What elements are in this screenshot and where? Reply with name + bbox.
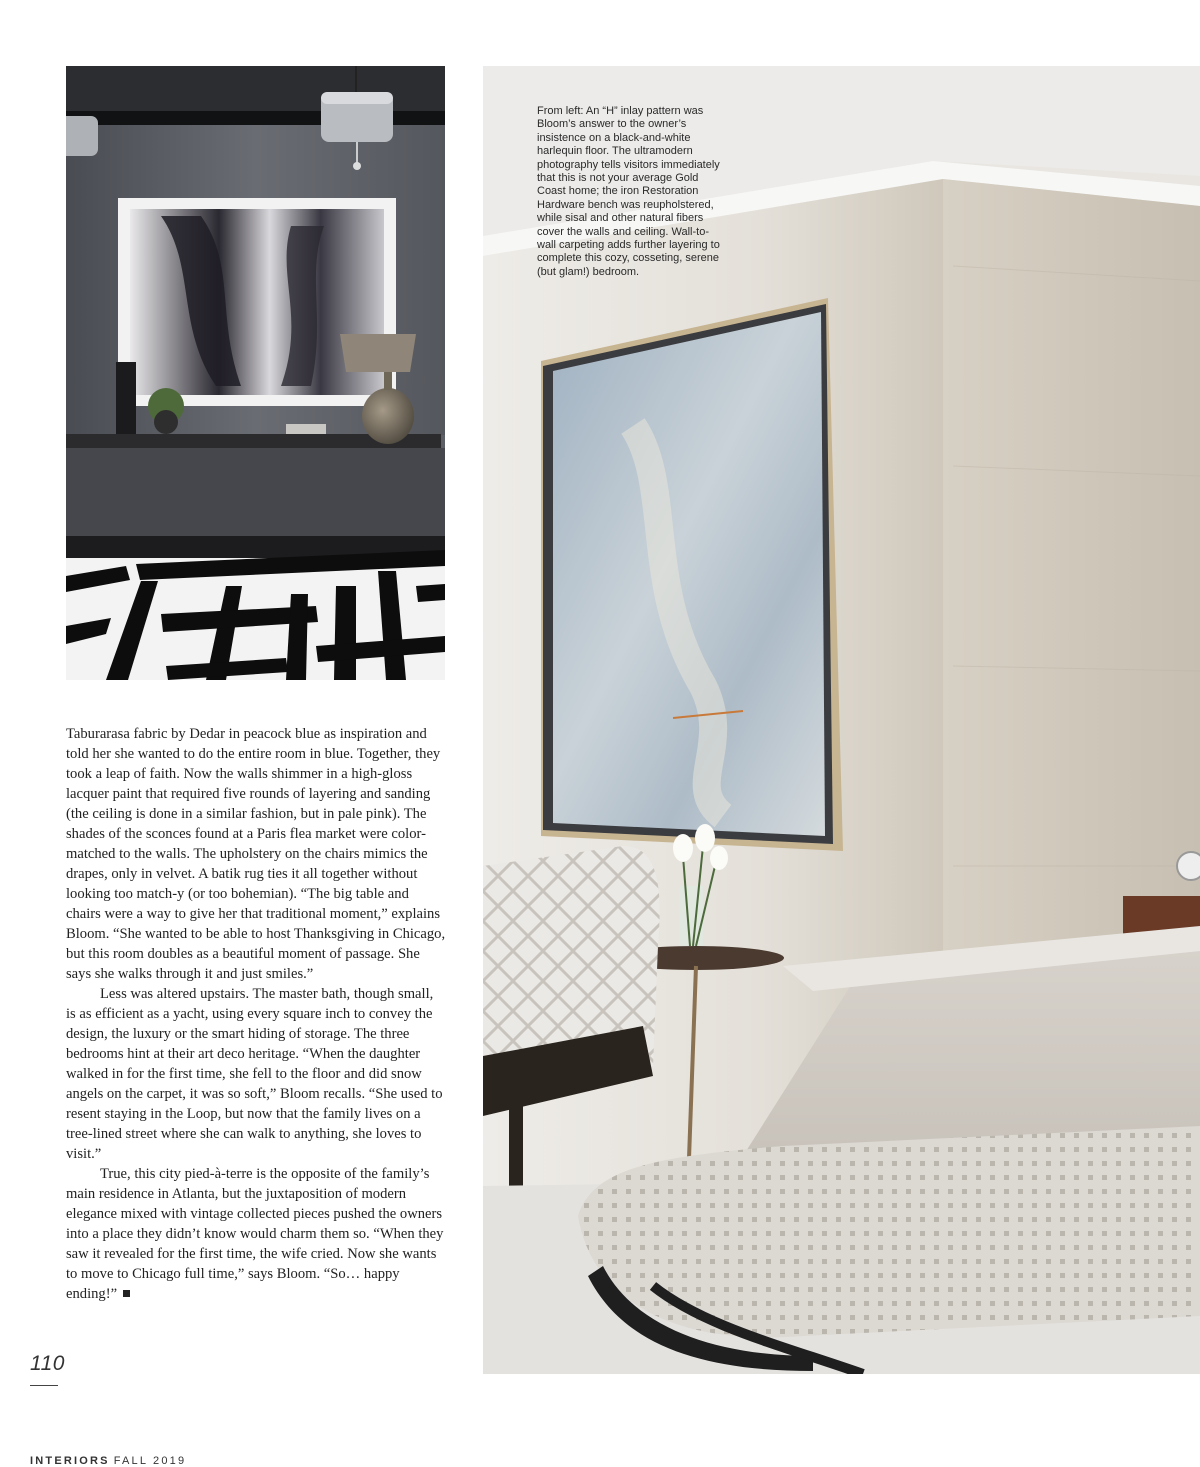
end-of-article-mark [123, 1290, 130, 1297]
entry-hall-illustration [66, 66, 445, 680]
magazine-name: INTERIORS [30, 1455, 110, 1467]
article-body [66, 724, 446, 1304]
article-paragraph-1: Taburarasa fabric by Dedar in peacock blue as inspiration and told her she wanted to do the entire room in blue. Together, they took a leap of faith. Now the walls shimmer in a high-gloss lacquer paint that required five rounds of layering and sanding (the ceiling is done in a similar fashion, but in pale pink). The shades of the sconces found at a Paris flea market were color-matched to the walls. The upholstery on the chairs mimics the drapes, only in velvet. A batik rug ties it all together without looking too match-y (or too bohemian). “The big table and chairs were a way to give her that traditional moment,” explains Bloom. “She wanted to be able to host Thanksgiving in Chicago, but this room doubles as a beautiful moment of passage. She says she walks through it and just smiles.” [66, 726, 446, 982]
entry-hall-photo [66, 66, 445, 680]
page-number: 110 [30, 1352, 65, 1375]
magazine-footer [30, 1455, 186, 1467]
photo-caption: From left: An “H” inlay pattern was Bloom’s answer to the owner’s insistence on a black-and-white harlequin floor. The ultramodern photography tells visitors immediately that this is not your average Gold Coast home; the iron Restoration Hardware bench was reupholstered, while sisal and other natural fibers cover the walls and ceiling. Wall-to-wall carpeting adds further layering to complete this cozy, cosseting, serene (but glam!) bedroom. [537, 105, 720, 278]
article-paragraph-2: Less was altered upstairs. The master bath, though small, is as efficient as a yacht, using every square inch to convey the design, the luxury or the smart hiding of storage. The three bedrooms hint at their art deco heritage. “When the daughter walked in for the first time, she fell to the floor and did snow angels on the carpet, it was so soft,” Bloom recalls. “She used to resent staying in the Loop, but now that the family lives on a tree-lined street where she can walk to anything, she loves to visit.” [66, 986, 443, 1162]
issue-date: FALL 2019 [113, 1455, 187, 1467]
folio-rule [30, 1385, 58, 1386]
article-paragraph-3-wrapper [66, 1164, 446, 1304]
article-paragraph-3: True, this city pied-à-terre is the opposite of the family’s main residence in Atlanta, but the juxtaposition of modern elegance mixed with vintage collected pieces pushed the owners into a place they didn’t know would charm them so. “When they saw it revealed for the first time, the wife cried. Now she wants to move to Chicago full time,” says Bloom. “So… happy ending!” [66, 1166, 444, 1302]
